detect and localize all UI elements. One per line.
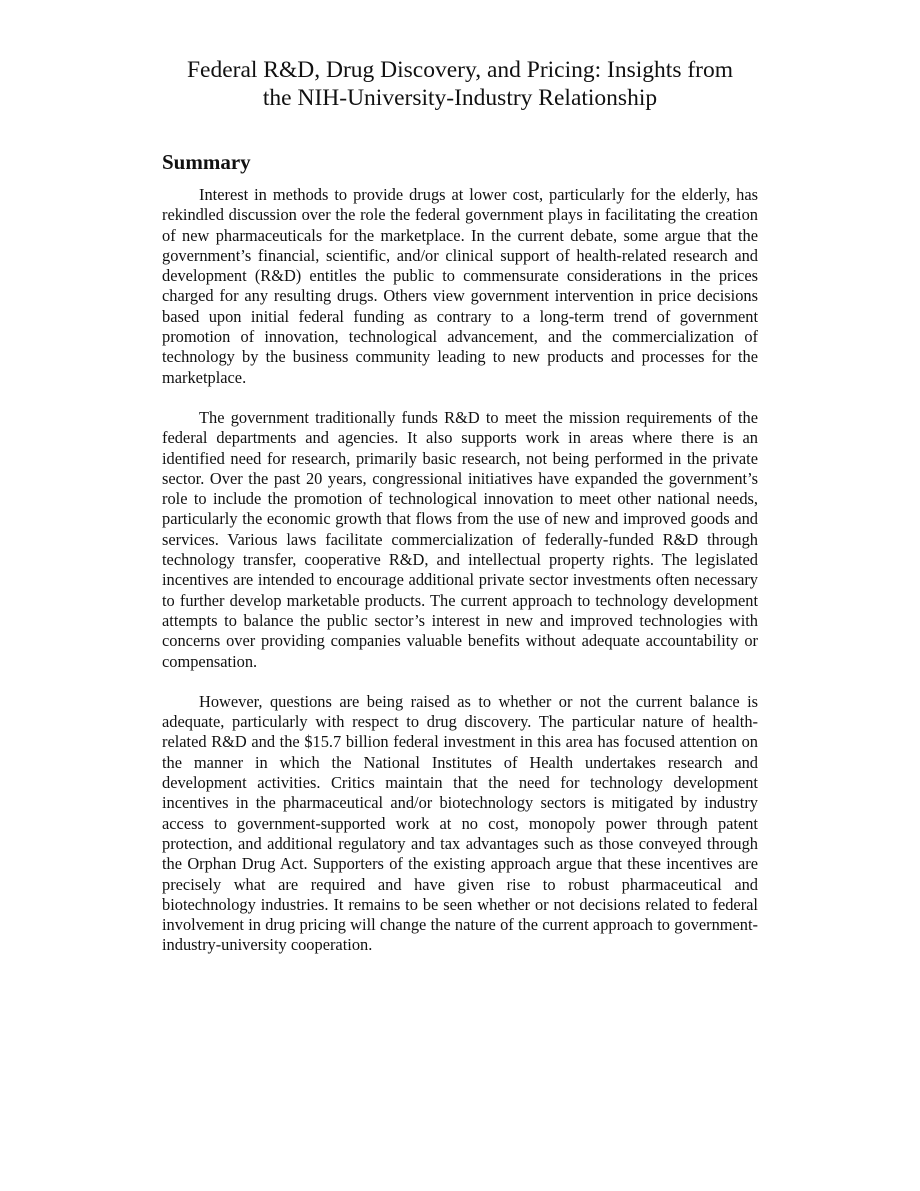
title-line-2: the NIH-University-Industry Relationship [262,85,658,111]
document-page [162,56,758,956]
summary-paragraph-1: Interest in methods to provide drugs at lower cost, particularly for the elderly, has rekindled discussion over the role the federal government plays in facilitating the creation of new pharmaceuticals for the marketplace. In the current debate, some argue that the government’s financial, scientific, and/or clinical support of health-related research and development (R&D) entitles the public to commensurate considerations in the prices charged for any resulting drugs. Others view government intervention in price decisions based upon initial federal funding as contrary to a long-term trend of government promotion of innovation, technological advancement, and the commercialization of technology by the business community leading to new products and processes for the marketplace. [162,185,758,387]
section-heading-summary: Summary [162,150,251,174]
summary-paragraph-3: However, questions are being raised as to whether or not the current balance is adequate, particularly with respect to drug discovery. The particular nature of health-related R&D and the $15.7 billion federal investment in this area has focused attention on the manner in which the National Institutes of Health undertakes research and development activities. Critics maintain that the need for technology development incentives in the pharmaceutical and/or biotechnology sectors is mitigated by industry access to government-supported work at no cost, monopoly power through patent protection, and additional regulatory and tax advantages such as those conveyed through the Orphan Drug Act. Supporters of the existing approach argue that these incentives are precisely what are required and have given rise to robust pharmaceutical and biotechnology industries. It remains to be seen whether or not decisions related to federal involvement in drug pricing will change the nature of the current approach to government-industry-university cooperation. [162,691,758,955]
document-title [162,56,758,112]
title-line-1: Federal R&D, Drug Discovery, and Pricing: Insights from [186,57,734,83]
summary-paragraph-2: The government traditionally funds R&D to meet the mission requirements of the federal departments and agencies. It also supports work in areas where there is an identified need for research, primarily basic research, not being performed in the private sector. Over the past 20 years, congressional initiatives have expanded the government’s role to include the promotion of technological innovation to meet other national needs, particularly the economic growth that flows from the use of new and improved goods and services. Various laws facilitate commercialization of federally-funded R&D through technology transfer, cooperative R&D, and intellectual property rights. The legislated incentives are intended to encourage additional private sector investments often necessary to further develop marketable products. The current approach to technology development attempts to balance the public sector’s interest in new and improved technologies with concerns over providing companies valuable benefits without adequate accountability or compensation. [162,407,758,671]
